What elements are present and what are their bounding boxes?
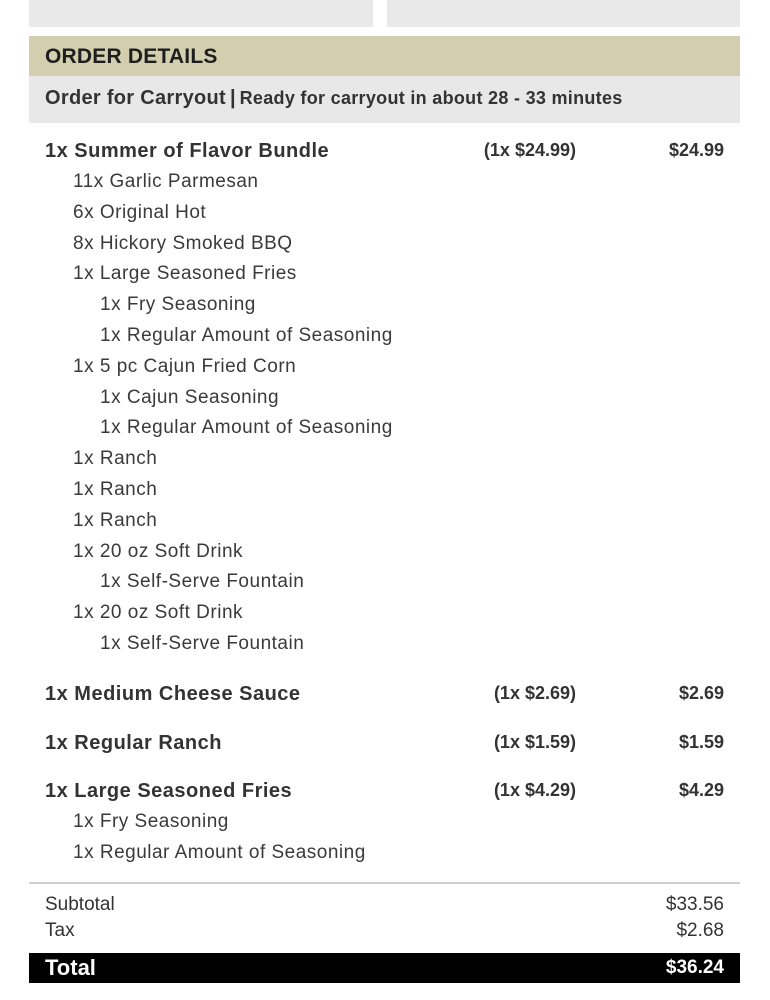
item-unit-price: (1x $4.29): [493, 780, 576, 800]
item-unit-price: (1x $2.69): [493, 683, 576, 703]
order-item: [29, 780, 740, 804]
item-name: 1x Summer of Flavor Bundle: [45, 140, 330, 162]
total-value: $36.24: [665, 957, 724, 978]
total-row: [29, 953, 740, 983]
item-name: 1x Regular Ranch: [45, 732, 222, 754]
item-modifier: 11x Garlic Parmesan: [73, 171, 259, 192]
item-modifier: 1x 20 oz Soft Drink: [73, 540, 244, 562]
item-price: $24.99: [668, 140, 724, 160]
tax-value: $2.68: [676, 920, 724, 941]
item-modifier: 6x Original Hot: [73, 201, 207, 223]
item-price: $1.59: [678, 732, 724, 752]
order-mode: Order for Carryout: [45, 87, 226, 109]
item-sub-modifier: 1x Fry Seasoning: [100, 294, 256, 316]
subtotal-label: Subtotal: [45, 894, 115, 915]
item-sub-modifier: 1x Self-Serve Fountain: [100, 571, 305, 593]
item-sub-modifier: 1x Self-Serve Fountain: [100, 633, 305, 654]
top-panel-left: [29, 0, 373, 27]
item-unit-price: (1x $24.99): [483, 140, 576, 160]
item-sub-modifier: 1x Regular Amount of Seasoning: [100, 417, 393, 439]
order-eta: Ready for carryout in about 28 - 33 minutes: [239, 88, 623, 108]
item-modifier: 1x Ranch: [73, 479, 158, 500]
item-unit-price: (1x $1.59): [493, 732, 576, 752]
item-sub-modifier: 1x Regular Amount of Seasoning: [100, 325, 393, 346]
top-panels: [29, 0, 740, 27]
order-item: [29, 732, 740, 756]
order-info-separator: |: [230, 87, 236, 109]
top-panel-right: [387, 0, 740, 27]
order-details-header: [29, 36, 740, 76]
item-name: 1x Medium Cheese Sauce: [45, 683, 301, 705]
order-item: [29, 683, 740, 707]
tax-label: Tax: [45, 920, 75, 941]
item-modifier: 1x Ranch: [73, 509, 158, 531]
total-label: Total: [45, 955, 96, 980]
summary-divider: [29, 882, 740, 884]
tax-row: [29, 920, 740, 944]
order-info-bar: [29, 76, 740, 123]
item-modifier: 1x Fry Seasoning: [73, 811, 229, 832]
item-name: 1x Large Seasoned Fries: [45, 780, 293, 802]
item-modifier: 1x 20 oz Soft Drink: [73, 602, 244, 624]
item-price: $2.69: [678, 683, 724, 703]
item-modifier: 1x Regular Amount of Seasoning: [73, 841, 366, 863]
item-modifier: 1x Ranch: [73, 448, 158, 470]
order-info: [45, 87, 623, 110]
order-details-title: ORDER DETAILS: [45, 45, 218, 68]
item-sub-modifier: 1x Cajun Seasoning: [100, 386, 280, 408]
item-modifier: 1x Large Seasoned Fries: [73, 263, 297, 285]
subtotal-row: [29, 894, 740, 918]
item-modifier: 1x 5 pc Cajun Fried Corn: [73, 355, 297, 377]
order-item: [29, 140, 740, 164]
item-price: $4.29: [678, 780, 724, 800]
subtotal-value: $33.56: [665, 894, 724, 915]
item-modifier: 8x Hickory Smoked BBQ: [73, 232, 293, 254]
